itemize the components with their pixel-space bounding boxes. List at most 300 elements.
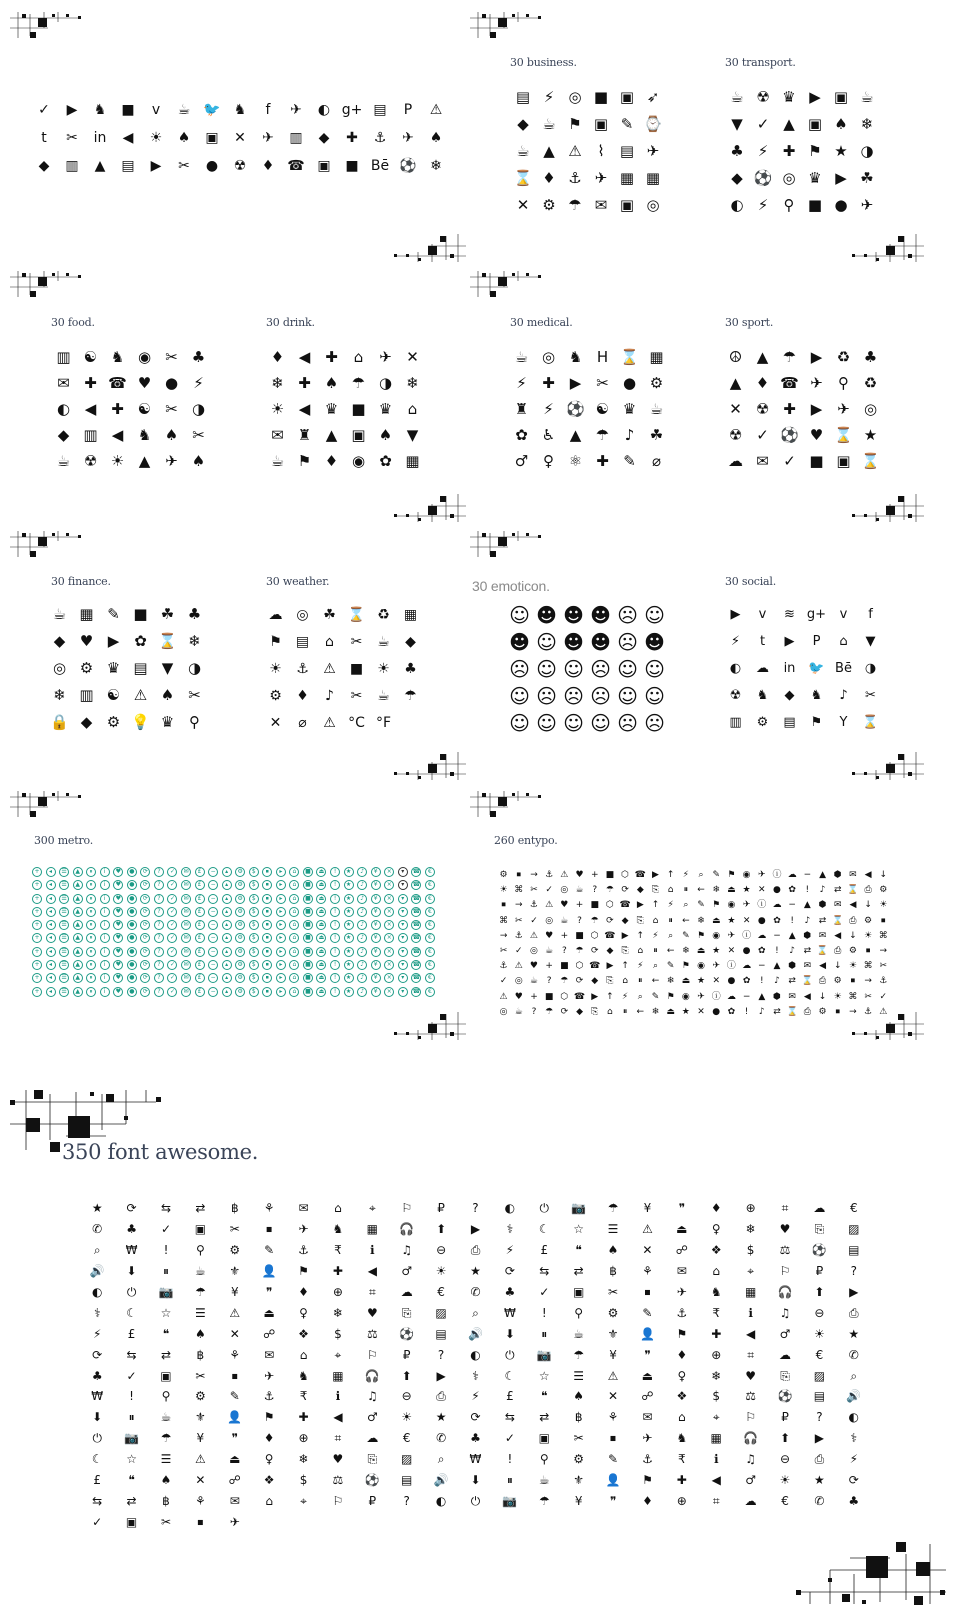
cable-car-icon: ▣ (807, 115, 823, 133)
metro-icon: $ (249, 907, 259, 917)
entypo-icon: ✈ (697, 991, 705, 1002)
font-awesome-icon: ▶ (436, 1368, 446, 1383)
bottle-icon: ✚ (783, 399, 796, 418)
metro-icon: ✓ (167, 973, 177, 983)
font-awesome-icon: ☂ (160, 1431, 172, 1446)
entypo-icon: ● (727, 976, 736, 987)
metro-icon: ▴ (222, 867, 232, 877)
entypo-icon: ⚓ (529, 900, 538, 911)
entypo-icon: → (879, 946, 888, 957)
smile-icon: ☺ (536, 656, 557, 681)
metro-icon: ¥ (371, 894, 381, 904)
tumblr-icon: t (759, 634, 766, 649)
font-awesome-icon: ⌕ (850, 1368, 858, 1383)
helicopter-icon: ■ (807, 196, 823, 214)
metro-icon: ☎ (412, 894, 421, 902)
paperclip-icon: ⌇ (597, 142, 605, 160)
metro-icon: × (384, 987, 394, 997)
font-awesome-icon: ♂ (401, 1264, 413, 1279)
martini-icon: ◀ (298, 399, 311, 418)
font-awesome-icon: ❞ (678, 1201, 686, 1216)
metro-icon: − (208, 894, 218, 904)
entypo-icon: ✈ (742, 900, 751, 911)
emoticon-title: 30 emoticon. (472, 578, 550, 594)
road-icon: ☢ (756, 88, 770, 106)
font-awesome-icon: 📷 (502, 1493, 518, 1508)
apple-icon: ◆ (784, 688, 795, 703)
metro-icon: £ (195, 987, 205, 997)
brain-icon: ⚽ (566, 399, 585, 418)
metro-icon: ▲ (73, 880, 83, 890)
font-awesome-icon: ♀ (299, 1305, 308, 1320)
pot-icon: ♠ (191, 451, 206, 470)
font-awesome-icon: $ (299, 1473, 308, 1488)
entypo-icon: ☂ (545, 1006, 554, 1017)
hourglass-icon: ⌛ (513, 169, 533, 187)
metro-icon: ■ (303, 894, 313, 904)
metro-icon: ☰ (59, 880, 69, 890)
entypo-icon: ◆ (576, 1006, 583, 1017)
ice-cream-alt-icon: ✿ (379, 451, 392, 470)
font-awesome-icon: ⚑ (642, 1473, 653, 1488)
metro-icon: ☰ (59, 933, 69, 943)
cloud-rain-day-icon: ⚑ (269, 633, 282, 650)
entypo-icon: ⏸ (638, 976, 643, 987)
mortar-icon: ♞ (568, 347, 583, 366)
milk-carton-icon: ▣ (351, 425, 366, 444)
font-awesome-icon: ♠ (194, 1326, 206, 1341)
entypo-icon: ◉ (742, 870, 751, 881)
entypo-icon: ◎ (514, 976, 523, 987)
metro-icon: ✉ (181, 894, 191, 904)
metro-icon: ✓ (167, 947, 177, 957)
metro-icon: ☰ (59, 973, 69, 983)
entypo-icon: ♥ (514, 991, 523, 1002)
metro-icon: ★ (344, 907, 354, 917)
font-awesome-icon: ✉ (642, 1410, 653, 1425)
smile-icon: ☺ (536, 629, 557, 654)
metro-icon: ▴ (222, 920, 232, 930)
font-awesome-icon: ฿ (574, 1410, 583, 1425)
neutral-icon: ☺ (644, 602, 665, 627)
metro-icon: ✓ (167, 867, 177, 877)
entypo-icon: ⟳ (590, 946, 599, 957)
entypo-icon: ⇄ (833, 885, 842, 896)
entypo-icon: ▲ (788, 930, 796, 941)
font-awesome-icon: ◀ (367, 1264, 377, 1279)
metro-icon: ⏹ (262, 894, 272, 904)
growth-icon: ♣ (187, 605, 202, 623)
pickup-icon: ✚ (782, 142, 796, 160)
finance-title: 30 finance. (51, 575, 111, 588)
metro-icon: + (32, 960, 42, 970)
trophy-icon: ☢ (755, 399, 770, 418)
font-awesome-icon: ⏻ (126, 1285, 137, 1299)
metro-icon: ☰ (59, 920, 69, 930)
font-awesome-icon: ⚕ (506, 1222, 514, 1237)
font-awesome-icon: ☁ (779, 1347, 791, 1362)
twitter-icon: 🐦 (808, 661, 825, 676)
metro-icon: ▸ (276, 960, 286, 970)
font-awesome-icon: ✆ (470, 1285, 481, 1299)
hand-icon: ☯ (595, 399, 610, 418)
metro-icon: ⚙ (235, 987, 245, 997)
entypo-icon: ■ (605, 870, 615, 881)
bowling-icon: ▲ (756, 347, 769, 366)
font-awesome-icon: ▤ (813, 1389, 826, 1404)
taxi-icon: ▣ (833, 88, 849, 106)
font-awesome-icon: ◀ (746, 1326, 756, 1341)
facebook-icon: f (868, 607, 873, 622)
font-awesome-icon: ✆ (848, 1347, 859, 1362)
font-awesome-icon: ⚘ (263, 1201, 275, 1216)
pie-chart-icon: ❄ (188, 632, 201, 650)
entypo-icon: ❄ (682, 946, 690, 957)
font-awesome-icon: ▣ (538, 1431, 550, 1446)
metro-icon: ⌂ (289, 973, 299, 983)
food-icons-grid (50, 344, 212, 474)
font-awesome-icon: ⚜ (573, 1473, 585, 1488)
chili-icon: ◉ (137, 347, 152, 366)
grid-chart-icon: ⚠ (133, 686, 148, 704)
metro-icon: ■ (303, 973, 313, 983)
font-awesome-icon: ♣ (91, 1368, 103, 1383)
thermometer-mid-icon: ✂ (350, 687, 363, 704)
metro-icon: ⚙ (235, 933, 245, 943)
font-awesome-icon: ☆ (573, 1222, 585, 1237)
metro-icon: ▲ (73, 947, 83, 957)
metro-icon: ▸ (276, 880, 286, 890)
metro-icon: ✓ (167, 894, 177, 904)
entypo-icon: ☀ (864, 930, 873, 941)
font-awesome-icon: ♠ (160, 1473, 172, 1488)
plane-icon: ✈ (860, 196, 874, 214)
font-awesome-icon: ✕ (229, 1326, 240, 1341)
metro-icon: ⚙ (235, 880, 245, 890)
google-circles-icon: ⚽ (399, 158, 417, 174)
spotify-alt-icon: ✈ (402, 130, 414, 146)
smile-icon: ☺ (644, 656, 665, 681)
font-awesome-icon: ♂ (366, 1410, 378, 1425)
font-awesome-icon: ☀ (779, 1473, 791, 1488)
entypo-icon: ⚑ (727, 870, 736, 881)
entypo-icon: ♪ (758, 1006, 765, 1017)
font-awesome-icon: ⚠ (229, 1305, 241, 1320)
font-awesome-icon: $ (712, 1389, 721, 1404)
iced-tea-icon: ■ (351, 399, 366, 418)
metro-icon: − (208, 880, 218, 890)
entypo-icon: − (788, 900, 796, 911)
lastfm-alt-icon: ▥ (289, 130, 303, 146)
font-awesome-icon: ▤ (848, 1243, 860, 1258)
entypo-icon: ✉ (833, 900, 842, 911)
decoration-top-left-4 (468, 267, 548, 303)
font-awesome-icon: ⊖ (436, 1243, 447, 1258)
entypo-icon: ↓ (864, 900, 872, 911)
social-brand-icons-grid (722, 601, 884, 736)
fahrenheit-icon: °F (375, 714, 392, 731)
metro-icon: ⏏ (316, 973, 326, 983)
tram-icon: ▲ (783, 115, 795, 133)
metro-icon: i (100, 933, 110, 943)
bulb-icon: 💡 (131, 713, 150, 731)
entypo-icon: ▲ (758, 991, 766, 1002)
entypo-icon: ⬢ (818, 900, 827, 911)
metro-icon: ■ (303, 933, 313, 943)
font-awesome-icon: ⚖ (745, 1389, 756, 1404)
font-awesome-icon: ☂ (607, 1201, 619, 1216)
font-awesome-icon: ♣ (126, 1222, 137, 1237)
font-awesome-icon: £ (540, 1243, 549, 1258)
entypo-icon: ⚡ (667, 900, 674, 911)
entypo-icon: ✉ (788, 991, 796, 1002)
font-awesome-icon: ✂ (195, 1368, 206, 1383)
entypo-icon: ⚠ (499, 991, 508, 1002)
watermelon-icon: ● (164, 373, 179, 392)
metro-icon: ✉ (181, 880, 191, 890)
metro-icon: ¥ (371, 960, 381, 970)
entypo-icon: ✂ (879, 961, 888, 972)
font-awesome-icon: ⚘ (607, 1410, 619, 1425)
entypo-icon: ⏸ (668, 915, 673, 926)
fish-icon: ♥ (137, 373, 152, 392)
font-awesome-icon: ☆ (160, 1305, 172, 1320)
metro-icon: ● (127, 933, 137, 943)
magnifier-icon: ♜ (514, 399, 529, 418)
entypo-icon: ✂ (530, 885, 538, 896)
font-awesome-icon: ⎘ (401, 1305, 412, 1320)
metro-icon: $ (249, 920, 259, 930)
linkedin-icon: in (93, 130, 107, 146)
font-awesome-icon: ✓ (92, 1514, 103, 1529)
award-icon: ◆ (517, 115, 529, 133)
font-awesome-icon: ⊖ (814, 1305, 825, 1320)
font-awesome-icon: ✉ (229, 1493, 240, 1508)
entypo-icon: ⚠ (545, 900, 554, 911)
font-awesome-icon: ▣ (194, 1222, 207, 1237)
entypo-icon: ⎘ (651, 885, 660, 896)
font-awesome-icon: ⇄ (539, 1410, 550, 1425)
entypo-icon: ⇄ (803, 946, 812, 957)
font-awesome-icon: ♣ (848, 1493, 860, 1508)
metro-icon: ♥ (113, 987, 123, 997)
angry-icon: ☻ (509, 629, 530, 654)
metro-icon: ☎ (412, 934, 421, 942)
stethoscope-icon: ☕ (649, 399, 664, 418)
rocket-icon: ➶ (646, 88, 660, 106)
entypo-icon: ✈ (727, 930, 736, 941)
metro-icon: − (208, 947, 218, 957)
metro-icon: ⏸ (86, 867, 96, 877)
metro-icon: ⟳ (140, 947, 150, 957)
font-awesome-icon: ☍ (263, 1326, 276, 1341)
metro-icon: ⌂ (289, 907, 299, 917)
cone-icon: ♦ (324, 451, 339, 470)
font-awesome-icon: £ (93, 1473, 102, 1488)
metro-icon: £ (195, 880, 205, 890)
metro-icon: ⏸ (86, 987, 96, 997)
entypo-icon: ← (697, 885, 705, 896)
entypo-icon: ☁ (772, 900, 782, 911)
metro-icon: ● (127, 973, 137, 983)
document-chart-icon: ✿ (134, 632, 147, 650)
instagram-icon: ◆ (38, 158, 50, 174)
cloud-sun-alt-icon: ✂ (350, 633, 363, 650)
cloud-snow-icon: ♻ (377, 606, 390, 623)
smile-icon: ☺ (563, 656, 584, 681)
entypo-icon: ☎ (619, 900, 631, 911)
lock-icon: 🔒 (50, 713, 69, 731)
metro-icon: $ (249, 933, 259, 943)
font-awesome-icon: ⚡ (505, 1243, 515, 1258)
entypo-icon: ✎ (697, 900, 705, 911)
font-awesome-icon: ❞ (231, 1431, 238, 1446)
google-plus-icon: g+ (341, 102, 363, 118)
font-awesome-icon: ▨ (848, 1222, 860, 1237)
bus-icon: ▼ (731, 115, 743, 133)
metro-icon: ⏹ (262, 960, 272, 970)
metro-icon: ♪ (357, 880, 367, 890)
font-awesome-icon: ✕ (642, 1243, 653, 1258)
partly-cloudy-icon: ☘ (323, 606, 336, 623)
van-icon: ♣ (730, 142, 744, 160)
entypo-icon: ⌘ (499, 915, 509, 926)
entypo-icon: ⚙ (818, 1006, 827, 1017)
metro-icon: ● (127, 894, 137, 904)
font-awesome-icon: ✂ (229, 1222, 240, 1237)
font-awesome-icon: ⬆ (436, 1222, 447, 1237)
entypo-icon: ✉ (818, 930, 827, 941)
metro-icon: ▸ (276, 947, 286, 957)
font-awesome-icon: ⏹ (231, 1368, 238, 1383)
sad-icon: ☹ (617, 710, 638, 735)
entypo-icon: ✉ (803, 961, 812, 972)
calculator-icon: ▤ (133, 659, 148, 677)
entypo-icon: ⚑ (681, 961, 690, 972)
metro-icon: € (425, 947, 435, 957)
metro-icon: ✉ (181, 960, 191, 970)
sausage-icon: ◀ (84, 399, 97, 418)
umbrella-icon: ☂ (404, 687, 417, 704)
vimeo-icon: v (758, 607, 767, 622)
metro-icon: ⏏ (316, 880, 326, 890)
font-awesome-icon: ⌖ (334, 1347, 342, 1362)
metro-icon: ★ (344, 960, 354, 970)
can-icon: ⌂ (407, 399, 418, 418)
font-awesome-icon: ⎙ (436, 1389, 446, 1404)
weather-title: 30 weather. (266, 575, 330, 588)
font-awesome-icon: ★ (470, 1264, 481, 1279)
lemonade-icon: ◑ (378, 373, 393, 392)
font-awesome-icon: ✈ (676, 1285, 687, 1299)
entypo-icon: ● (773, 885, 781, 896)
font-awesome-icon: ▦ (710, 1431, 722, 1446)
metro-icon: × (384, 933, 394, 943)
entypo-icon: ◆ (636, 885, 644, 896)
crown-cake-icon: ✂ (165, 399, 178, 418)
metro-icon: ★ (344, 973, 354, 983)
metro-icon: × (384, 920, 394, 930)
font-awesome-icon: ☂ (573, 1347, 585, 1362)
metro-icon: ◂ (46, 867, 56, 877)
metro-icon: ◂ (46, 973, 56, 983)
entypo-icon: ♪ (789, 946, 796, 957)
font-awesome-icon: ⚜ (607, 1326, 619, 1341)
font-awesome-icon: € (849, 1201, 858, 1216)
line-chart-icon: ⚓ (568, 169, 582, 187)
entypo-icon: ✕ (742, 915, 751, 926)
metro-icon: £ (195, 960, 205, 970)
metro-icon: ⏏ (316, 894, 326, 904)
font-awesome-icon: ⇆ (539, 1264, 550, 1279)
font-awesome-icon: ⊕ (745, 1201, 756, 1216)
entypo-icon: ← (666, 946, 675, 957)
metro-icon: ⚙ (235, 960, 245, 970)
entypo-icon: ✕ (758, 885, 766, 896)
cloud-wind-icon: ◆ (405, 633, 416, 650)
font-awesome-icon: ₹ (678, 1452, 686, 1467)
metro-icon: ▾ (398, 867, 408, 877)
metro-icon: ☎ (412, 907, 421, 915)
font-awesome-icon: ❞ (609, 1493, 617, 1508)
pretzel-icon: ✂ (192, 425, 205, 444)
font-awesome-icon: ₹ (299, 1389, 308, 1404)
metro-icon: ▲ (73, 894, 83, 904)
flattr-icon: ▤ (121, 158, 135, 174)
font-awesome-icon: ⌗ (712, 1493, 720, 1508)
toast-icon: ☀ (110, 451, 125, 470)
cloud-up-icon: ♣ (404, 660, 417, 677)
metro-icon: ⚙ (235, 947, 245, 957)
metro-icon: ? (154, 973, 164, 983)
finance-icons-grid (46, 601, 208, 736)
metro-title: 300 metro. (34, 834, 94, 847)
font-awesome-icon: ⚡ (92, 1326, 102, 1341)
soundcloud-icon: ▣ (317, 158, 331, 174)
font-awesome-icon: ✂ (160, 1514, 171, 1529)
font-awesome-icon: ❖ (710, 1243, 722, 1258)
vimeo-icon: v (151, 102, 161, 118)
entypo-icon: ⌘ (863, 961, 873, 972)
font-awesome-icon: ✓ (160, 1222, 171, 1237)
metro-icon: ☰ (59, 947, 69, 957)
font-awesome-icon: ⚜ (229, 1264, 241, 1279)
font-awesome-icon: 🎧 (399, 1222, 415, 1237)
bicycle-icon: ⚲ (838, 373, 849, 392)
racket-icon: ☁ (728, 451, 743, 470)
font-awesome-icon: ❞ (644, 1347, 651, 1362)
entypo-icon: ⚓ (545, 870, 554, 881)
font-awesome-icon: ☰ (573, 1368, 585, 1383)
entypo-icon: ◀ (803, 991, 811, 1002)
wordpress-icon: ▤ (783, 715, 796, 730)
tactics-icon: ♻ (863, 373, 878, 392)
metro-icon: ■ (303, 947, 313, 957)
entypo-icon: ⬡ (605, 900, 614, 911)
font-awesome-icon: ✓ (504, 1431, 515, 1446)
flags-icon: ☎ (780, 373, 799, 392)
font-awesome-icon: ♦ (298, 1285, 309, 1299)
font-awesome-icon: ¥ (230, 1285, 239, 1299)
metro-icon: ♪ (357, 973, 367, 983)
font-awesome-icon: ⎙ (848, 1305, 859, 1320)
entypo-icon: ⌘ (848, 991, 858, 1002)
gears-icon: ⚙ (106, 713, 121, 731)
metro-icon: ? (154, 880, 164, 890)
metro-icon: ♪ (357, 933, 367, 943)
metro-icon: ✓ (167, 987, 177, 997)
house-dollar-icon: ☂ (568, 196, 582, 214)
